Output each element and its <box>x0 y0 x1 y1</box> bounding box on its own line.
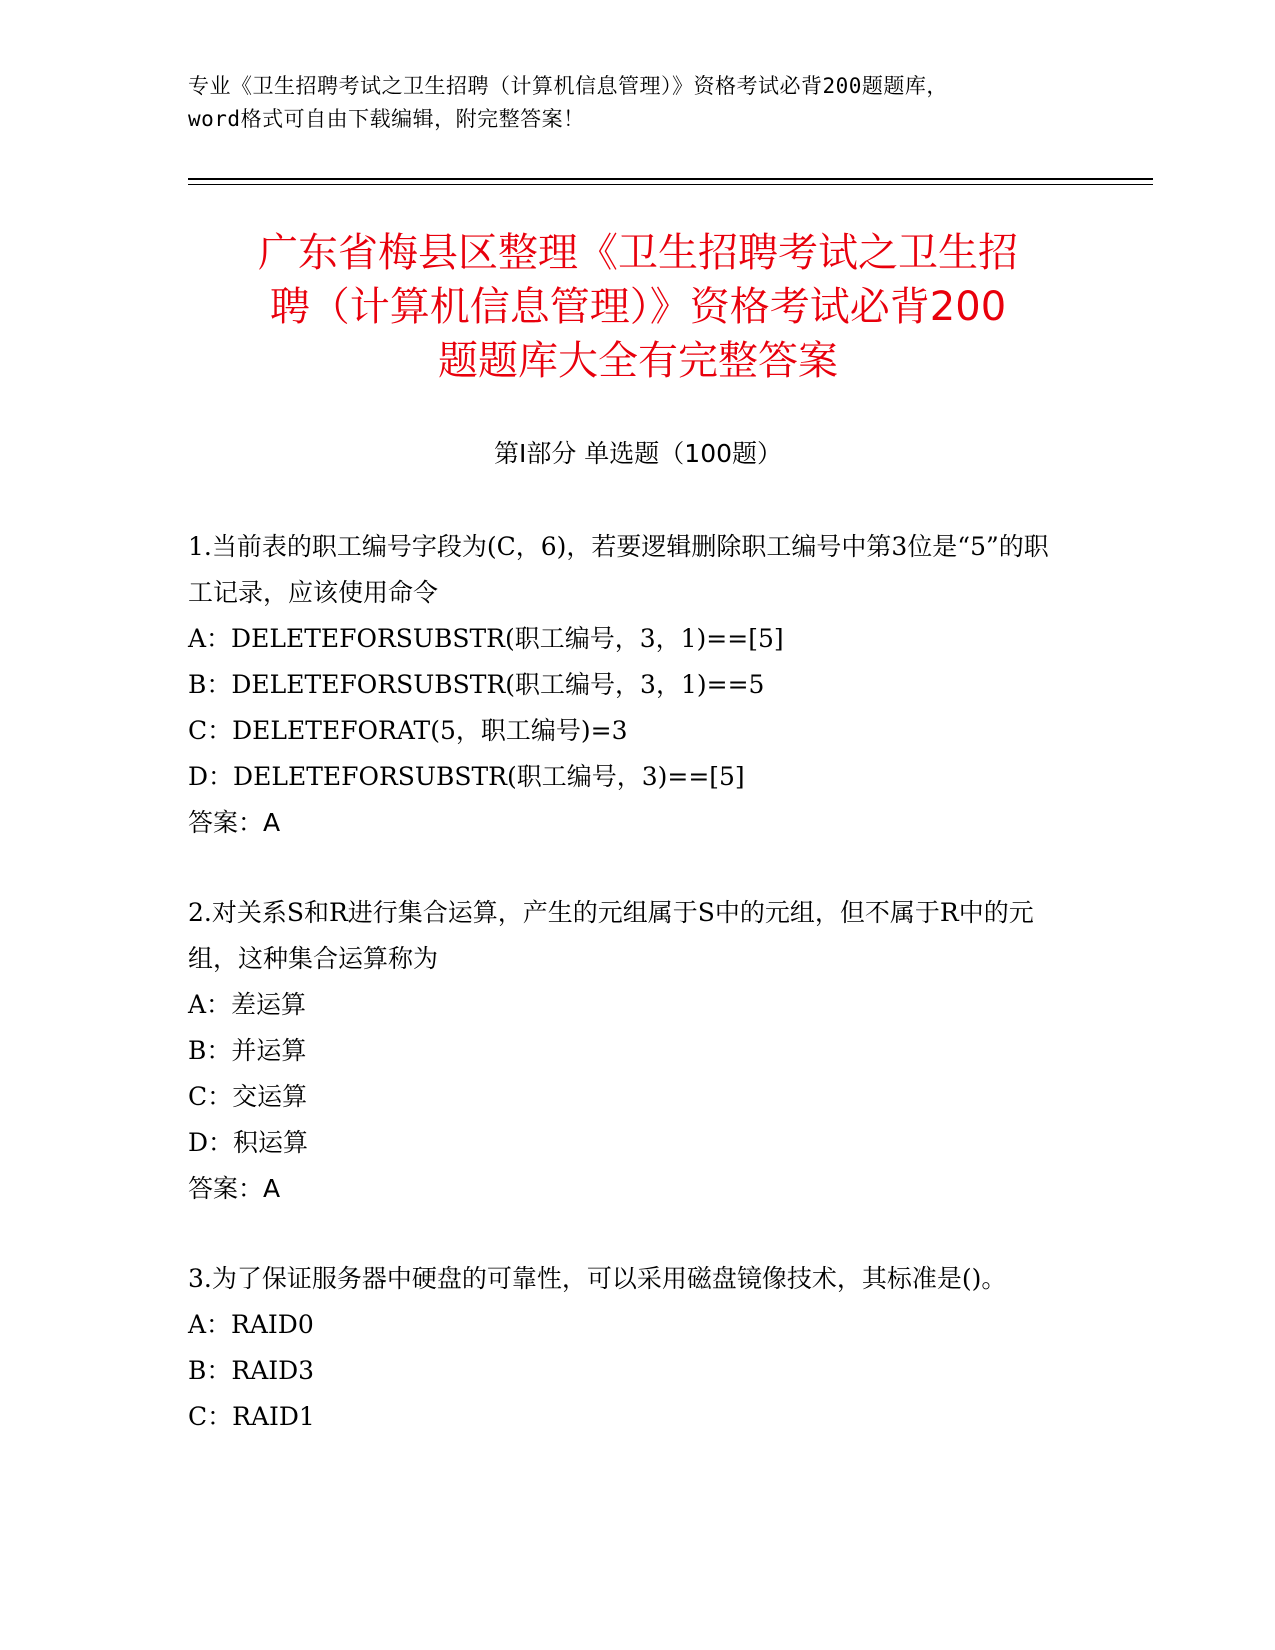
document-title-line-2: 聘（计算机信息管理）》资格考试必背200 <box>269 284 1007 330</box>
question-2 <box>188 890 1068 1212</box>
option-d: D：积运算 <box>188 1128 309 1157</box>
answer: 答案：A <box>188 808 281 837</box>
header-divider-thick <box>188 178 1153 180</box>
option-a: A：RAID0 <box>188 1310 314 1339</box>
question-stem: 1.当前表的职工编号字段为(C，6)，若要逻辑删除职工编号中第3位是“5”的职工记录，应该使用命令 <box>188 532 1049 607</box>
question-1 <box>188 524 1068 846</box>
option-c: C：DELETEFORAT(5，职工编号)=3 <box>188 716 628 745</box>
document-title-line-1: 广东省梅县区整理《卫生招聘考试之卫生招 <box>258 230 1018 276</box>
section-title: 第Ⅰ部分 单选题（100题） <box>493 439 783 468</box>
option-a: A：差运算 <box>188 990 307 1019</box>
document-title-line-3: 题题库大全有完整答案 <box>438 338 838 384</box>
question-list <box>188 524 1068 1484</box>
option-c: C：RAID1 <box>188 1402 315 1431</box>
answer: 答案：A <box>188 1174 281 1203</box>
question-3 <box>188 1256 1068 1440</box>
option-a: A：DELETEFORSUBSTR(职工编号，3，1)==[5] <box>188 624 784 653</box>
option-b: B：DELETEFORSUBSTR(职工编号，3，1)==5 <box>188 670 765 699</box>
question-stem: 2.对关系S和R进行集合运算，产生的元组属于S中的元组，但不属于R中的元组，这种集合运算称为 <box>188 898 1034 973</box>
header-note <box>188 70 1088 136</box>
option-b: B：并运算 <box>188 1036 307 1065</box>
option-c: C：交运算 <box>188 1082 308 1111</box>
question-stem: 3.为了保证服务器中硬盘的可靠性，可以采用磁盘镜像技术，其标准是()。 <box>188 1264 1007 1293</box>
header-note-line-1: 专业《卫生招聘考试之卫生招聘（计算机信息管理）》资格考试必背200题题库， <box>188 74 948 98</box>
option-d: D：DELETEFORSUBSTR(职工编号，3)==[5] <box>188 762 745 791</box>
option-b: B：RAID3 <box>188 1356 315 1385</box>
document-title <box>188 226 1088 388</box>
header-note-line-2: word格式可自由下载编辑，附完整答案！ <box>188 107 585 131</box>
header-divider-thin <box>188 184 1153 185</box>
